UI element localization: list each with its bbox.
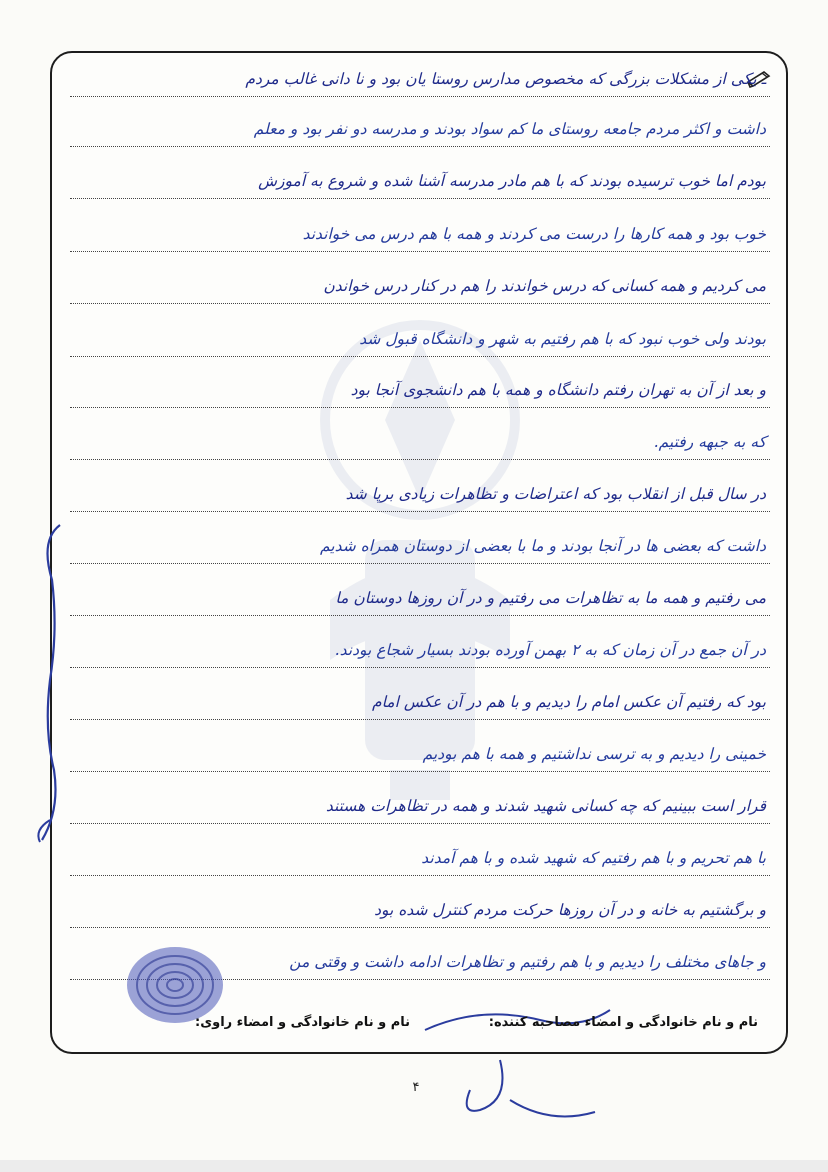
handwritten-line: ـ یکی از مشکلات بزرگی که مخصوص مدارس روستا یان بود و نا دانی غالب مردم bbox=[245, 70, 766, 88]
handwritten-line: در آن جمع در آن زمان که به ۲ بهمن آورده بودند بسیار شجاع بودند. bbox=[334, 641, 766, 659]
handwritten-line: خمینی را دیدیم و به ترسی نداشتیم و همه با هم بودیم bbox=[422, 745, 766, 763]
handwritten-line: بودند ولی خوب نبود که با هم رفتیم به شهر و دانشگاه قبول شد bbox=[359, 330, 766, 348]
page-number: ۴ bbox=[412, 1080, 420, 1095]
handwritten-line: خوب بود و همه کارها را درست می کردند و همه با هم درس می خواندند bbox=[302, 225, 766, 243]
handwritten-line: بود که رفتیم آن عکس امام را دیدیم و با هم در آن عکس امام bbox=[371, 693, 766, 711]
handwritten-line: و جاهای مختلف را دیدیم و با هم رفتیم و تظاهرات ادامه داشت و وقتی من bbox=[289, 953, 766, 971]
handwritten-line: و بعد از آن به تهران رفتم دانشگاه و همه با هم دانشجوی آنجا بود bbox=[350, 381, 766, 399]
handwritten-line: قرار است ببینیم که چه کسانی شهید شدند و همه در تظاهرات هستند bbox=[325, 797, 766, 815]
handwritten-line: می کردیم و همه کسانی که درس خواندند را هم در کنار درس خواندن bbox=[323, 277, 766, 295]
handwritten-line: در سال قبل از انقلاب بود که اعتراضات و تظاهرات زیادی برپا شد bbox=[345, 485, 766, 503]
narrator-signature-label: نام و نام خانوادگی و امضاء راوی: bbox=[195, 1015, 410, 1030]
handwritten-line: و برگشتیم به خانه و در آن روزها حرکت مردم کنترل شده بود bbox=[374, 901, 766, 919]
handwritten-line: داشت که بعضی ها در آنجا بودند و ما با بعضی از دوستان همراه شدیم bbox=[319, 537, 766, 555]
handwritten-line: با هم تحریم و با هم رفتیم که شهید شده و با هم آمدند bbox=[421, 849, 766, 867]
handwritten-line: بودم اما خوب ترسیده بودند که با هم مادر مدرسه آشنا شده و شروع به آموزش bbox=[258, 172, 766, 190]
margin-bracket-mark bbox=[30, 520, 70, 850]
handwritten-line: که به جبهه رفتیم. bbox=[653, 433, 766, 451]
interviewer-signature-label: نام و نام خانوادگی و امضاء مصاحبه کننده: bbox=[488, 1015, 758, 1030]
scan-edge bbox=[0, 1160, 828, 1172]
handwritten-line: داشت و اکثر مردم جامعه روستای ما کم سواد بودند و مدرسه دو نفر بود و معلم bbox=[253, 120, 766, 138]
handwritten-line: می رفتیم و همه ما به تظاهرات می رفتیم و در آن روزها دوستان ما bbox=[335, 589, 766, 607]
